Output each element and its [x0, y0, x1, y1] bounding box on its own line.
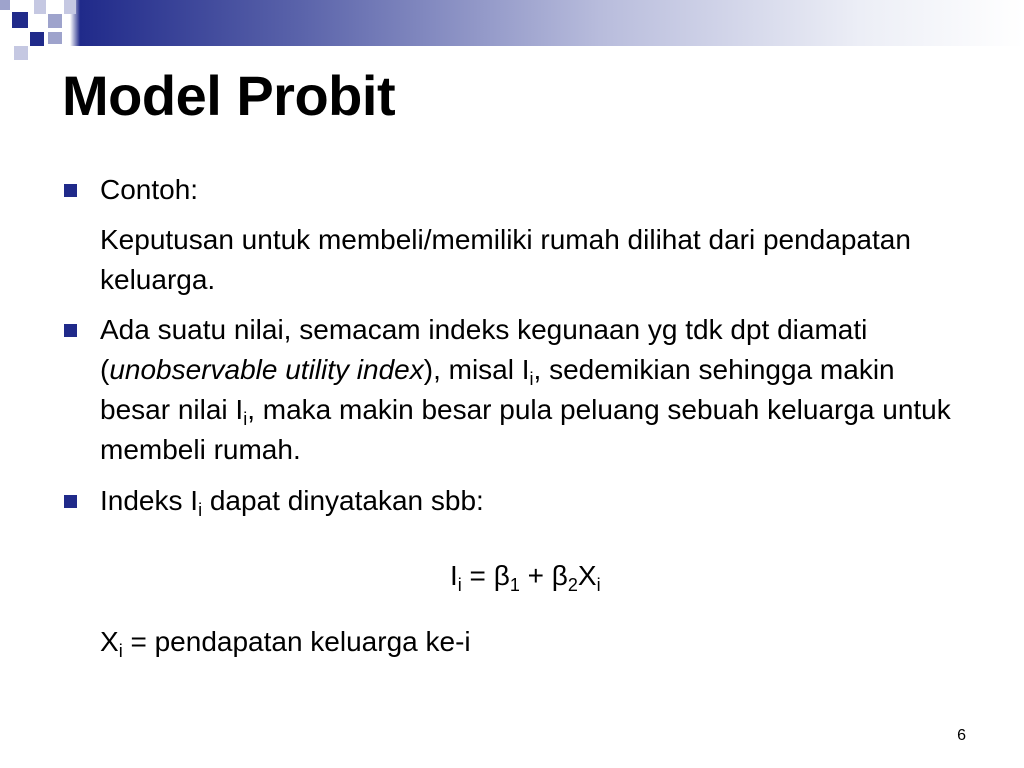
definition-var-sub: i [118, 641, 123, 661]
formula-x-sub: i [596, 575, 601, 595]
bullet-square-icon [64, 495, 77, 508]
formula-lhs-sub: i [457, 575, 462, 595]
formula-beta2: β [551, 560, 568, 591]
bullet-square-icon [64, 184, 77, 197]
regression-formula [450, 556, 601, 596]
bullet-2-text-after: , maka makin besar pula peluang sebuah keluarga untuk membeli rumah. [100, 394, 951, 465]
formula-equals: = [461, 560, 494, 591]
formula-lhs: I [450, 560, 458, 591]
bullet-1-label: Contoh: [100, 174, 199, 205]
bullet-3-text-after: dapat dinyatakan sbb: [202, 485, 484, 516]
bullet-2-text-mid2: , sedemikian sehingga makin besar nilai I [100, 354, 895, 425]
formula-beta2-sub: 2 [567, 575, 578, 595]
bullet-2-italic: unobservable utility index [109, 354, 424, 385]
formula-x: X [577, 560, 597, 591]
bullet-3-text [100, 481, 484, 521]
bullet-square-icon [64, 324, 77, 337]
bullet-2-sub-1: i [529, 369, 534, 389]
variable-definition [100, 622, 471, 662]
bullet-2-text-before: Ada suatu nilai, semacam indeks kegunaan yg tdk dpt diamati ( [100, 314, 868, 385]
bullet-3-sub: i [198, 500, 203, 520]
bullet-3-text-before: Indeks I [100, 485, 199, 516]
definition-var: X [100, 626, 119, 657]
formula-plus: + [519, 560, 552, 591]
bullet-2-sub-2: i [243, 409, 248, 429]
formula-beta1-sub: 1 [509, 575, 520, 595]
bullet-2-text [100, 310, 970, 470]
bullet-2-text-mid: ), misal I [423, 354, 530, 385]
page-number: 6 [957, 727, 966, 744]
definition-text: = pendapatan keluarga ke-i [122, 626, 471, 657]
slide-title: Model Probit [62, 64, 396, 127]
title-bar-gradient [0, 0, 1024, 46]
bullet-1-detail: Keputusan untuk membeli/memiliki rumah dilihat dari pendapatan keluarga. [100, 224, 911, 295]
formula-beta1: β [493, 560, 510, 591]
